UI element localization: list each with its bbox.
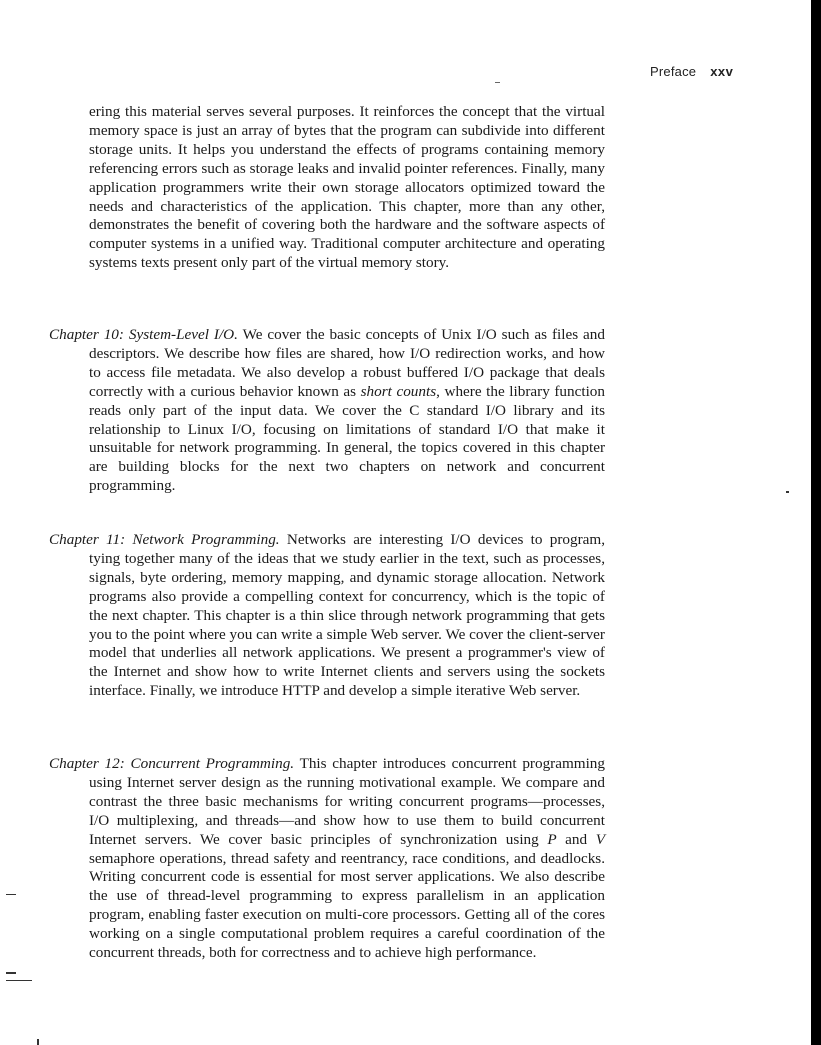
continued-paragraph: ering this material serves several purposes. It reinforces the concept that the virtual memory space is just an array of bytes that the program can subdivide into different storage units. It helps you understand the effects of programs containing memory referencing errors such as storage leaks and invalid pointer references. Finally, many application programmers write their own storage allocators optimized toward the needs and characteristics of the application. This chapter, more than any other, demonstrates the benefit of covering both the hardware and the software aspects of computer systems in a unified way. Traditional computer architecture and operating systems texts present only part of the virtual memory story. <box>89 103 605 272</box>
running-head-section: Preface <box>650 64 697 79</box>
scan-artifact <box>786 491 789 493</box>
scan-artifact <box>6 980 32 981</box>
chapter-10-text-start: We cover the basic concepts of Unix I/O such as files and descriptors. We describe how files are shared, how I/O redirection works, and how to access file metadata. We also develop a robust buffered I/O package that deals correctly with a curious behavior known as <box>89 326 605 400</box>
chapter-10-text-end: , where the library function reads only part of the input data. We cover the C standard I/O library and its relationship to Linux I/O, focusing on limitations of standard I/O that make it unsuitable for network programming. In general, the topics covered in this chapter are building blocks for the next two chapters on network and concurrent programming. <box>89 382 605 495</box>
chapter-12-text-end: semaphore operations, thread safety and reentrancy, race conditions, and deadlocks. Writing concurrent code is essential for most server applications. We also describe the use of thread-level programming to express parallelism in an application program, enabling faster execution on multi-core processors. Getting all of the cores working on a single computational problem requires a careful coordination of the concurrent threads, both for correctness and to achieve high performance. <box>89 849 605 962</box>
chapter-11-title: Chapter 11: Network Programming. <box>49 531 280 548</box>
scan-edge-bar <box>811 0 821 1045</box>
chapter-12-text-and: and <box>556 830 596 848</box>
chapter-10-title: Chapter 10: System-Level I/O. <box>49 326 238 343</box>
scan-artifact <box>6 972 16 974</box>
chapter-11-text: Networks are interesting I/O devices to program, tying together many of the ideas that we study earlier in the text, such as processes, signals, byte ordering, memory mapping, and dynamic storage allocation. Network programs also provide a compelling context for concurrency, which is the topic of the next chapter. This chapter is a thin slice through network programming that gets you to the point where you can write a simple Web server. We cover the client-server model that underlies all network applications. We present a programmer's view of the Internet and show how to write Internet clients and servers using the sockets interface. Finally, we introduce HTTP and develop a simple iterative Web server. <box>89 531 605 700</box>
scan-artifact <box>37 1039 39 1045</box>
semaphore-v-symbol: V <box>595 830 605 848</box>
semaphore-p-symbol: P <box>547 830 557 848</box>
chapter-12-title: Chapter 12: Concurrent Programming. <box>49 755 295 772</box>
page-number: xxv <box>710 64 734 79</box>
scan-artifact <box>6 894 16 895</box>
chapter-12-text-start: This chapter introduces concurrent programming using Internet server design as the running motivational example. We compare and contrast the three basic mechanisms for writing concurrent programs—processes, I/O multiplexing, and threads—and show how to use them to build concurrent Internet servers. We cover basic principles of synchronization using <box>89 755 605 848</box>
chapter-12-entry <box>49 755 605 963</box>
running-head <box>650 64 733 79</box>
chapter-10-emphasis: short counts <box>360 382 437 400</box>
scan-artifact <box>495 82 500 83</box>
chapter-11-entry <box>49 531 605 701</box>
chapter-10-entry <box>49 326 605 496</box>
